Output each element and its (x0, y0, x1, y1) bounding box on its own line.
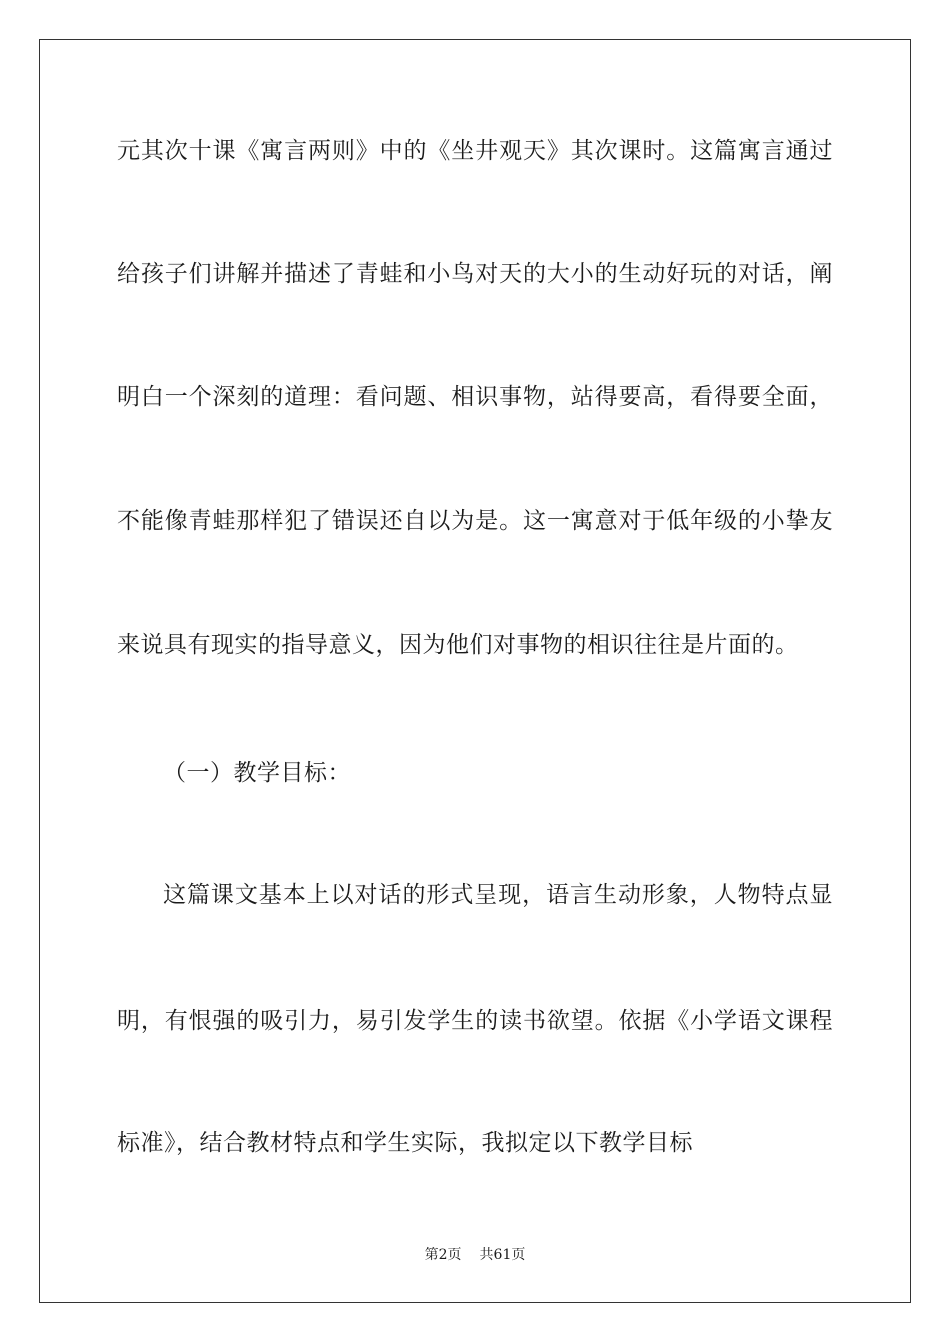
paragraph-2-line-1: 这篇课文基本上以对话的形式呈现，语言生动形象，人物特点显 (163, 882, 833, 908)
paragraph-2-line-3: 标准》，结合教材特点和学生实际，我拟定以下教学目标 (117, 1130, 693, 1156)
paragraph-1-line-5: 来说具有现实的指导意义，因为他们对事物的相识往往是片面的。 (117, 632, 799, 658)
paragraph-2-line-2: 明，有恨强的吸引力，易引发学生的读书欲望。依据《小学语文课程 (117, 1008, 833, 1034)
page-border (39, 39, 911, 1303)
paragraph-1-line-3: 明白一个深刻的道理：看问题、相识事物，站得要高，看得要全面， (117, 384, 833, 410)
page-number-total: 共61页 (479, 1247, 526, 1263)
section-heading: （一）教学目标： (163, 760, 351, 786)
paragraph-1-line-4: 不能像青蛙那样犯了错误还自以为是。这一寓意对于低年级的小挚友 (117, 508, 833, 534)
page-number-current: 第2页 (424, 1247, 462, 1263)
paragraph-1-line-2: 给孩子们讲解并描述了青蛙和小鸟对天的大小的生动好玩的对话，阐 (117, 261, 833, 287)
page-footer (0, 1245, 950, 1265)
paragraph-1-line-1: 元其次十课《寓言两则》中的《坐井观天》其次课时。这篇寓言通过 (117, 138, 833, 164)
